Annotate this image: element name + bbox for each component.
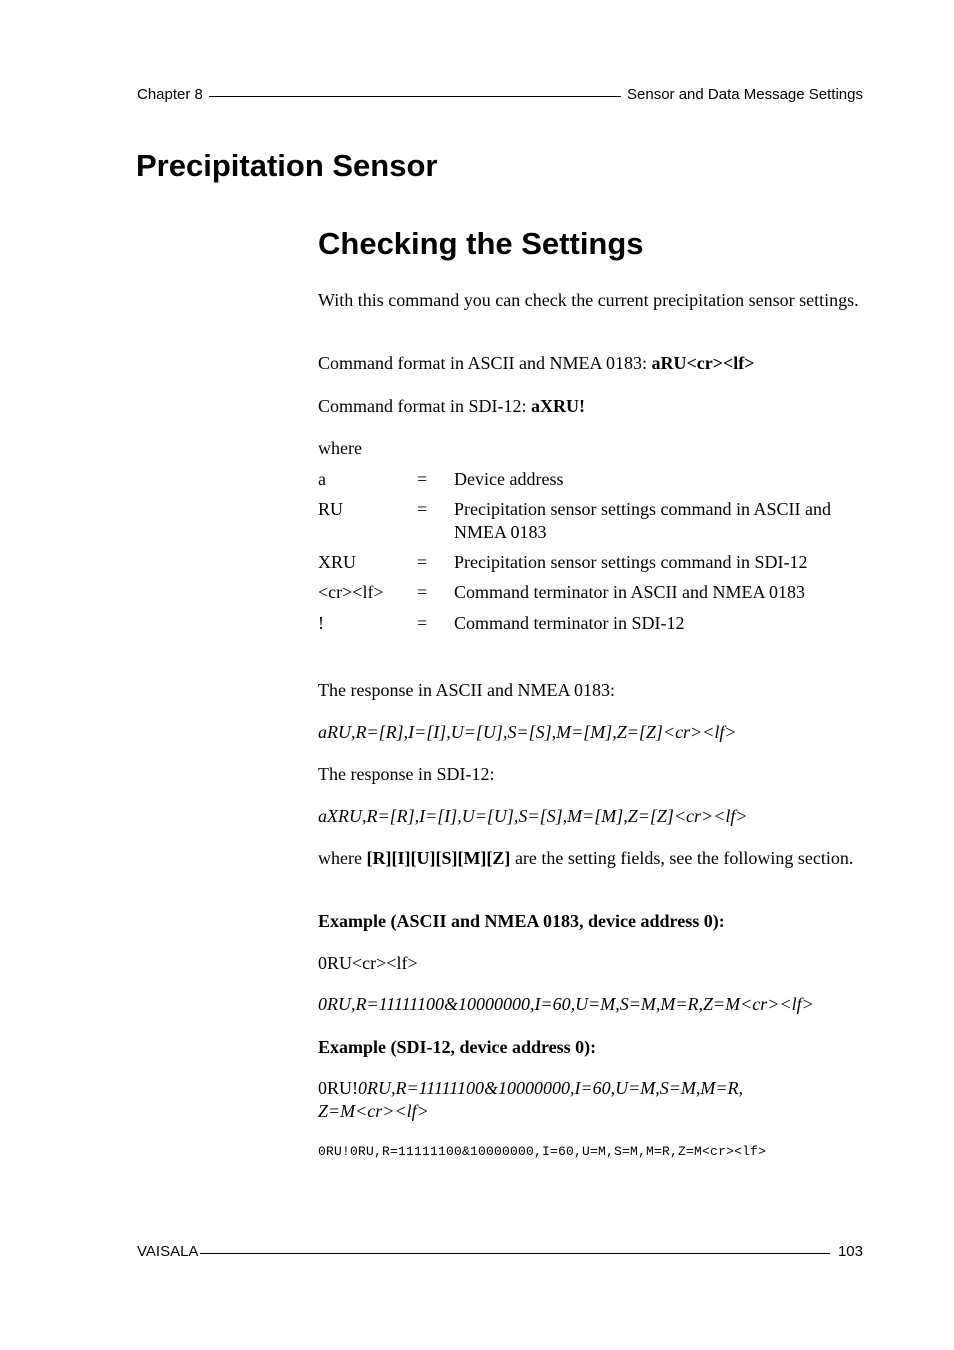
example-code-line: 0RU!0RU,R=11111100&10000000,I=60,U=M,S=M,M=R,Z=M<cr><lf> (318, 1144, 767, 1159)
definition-equals: = (417, 499, 428, 519)
setting-fields-note-post: are the setting fields, see the following section. (510, 848, 854, 868)
definition-description: Device address (454, 469, 564, 489)
definition-description: Precipitation sensor settings command in ASCII and NMEA 0183 (454, 499, 831, 542)
command-format-ascii-label: Command format in ASCII and NMEA 0183: (318, 353, 652, 373)
example-sdi-response: 0RU,R=11111100&10000000,I=60,U=M,S=M,M=R, Z=M<cr><lf> (318, 1078, 744, 1121)
definition-equals: = (417, 613, 428, 633)
command-format-ascii-value: aRU<cr><lf> (651, 353, 755, 373)
footer-brand: VAISALA (137, 1243, 199, 1260)
footer-rule (200, 1253, 830, 1254)
example-sdi-command: 0RU! (318, 1078, 358, 1098)
section-label: Sensor and Data Message Settings (627, 86, 863, 103)
example-ascii-response: 0RU,R=11111100&10000000,I=60,U=M,S=M,M=R,Z=M<cr><lf> (318, 994, 814, 1014)
definition-term: RU (318, 499, 344, 519)
response-ascii-format: aRU,R=[R],I=[I],U=[U],S=[S],M=[M],Z=[Z]<cr><lf> (318, 722, 737, 742)
where-label: where (318, 438, 362, 458)
command-format-sdi-value: aXRU! (530, 396, 585, 416)
section-heading: Precipitation Sensor (136, 148, 438, 183)
definition-term: XRU (318, 552, 357, 572)
header-rule (209, 96, 621, 97)
definition-equals: = (417, 552, 428, 572)
command-format-ascii (318, 352, 863, 375)
example-ascii-title: Example (ASCII and NMEA 0183, device address 0): (318, 911, 725, 931)
definition-term: ! (318, 613, 324, 633)
definition-equals: = (417, 469, 428, 489)
definition-description: Command terminator in ASCII and NMEA 0183 (454, 582, 805, 602)
setting-fields: [R][I][U][S][M][Z] (366, 848, 511, 868)
page-number: 103 (837, 1243, 863, 1260)
definition-description: Command terminator in SDI-12 (454, 613, 685, 633)
definition-equals: = (417, 582, 428, 602)
definition-row (318, 551, 863, 574)
definition-description: Precipitation sensor settings command in SDI-12 (454, 552, 808, 572)
response-ascii-label: The response in ASCII and NMEA 0183: (318, 680, 615, 700)
command-format-sdi-label: Command format in SDI-12: (318, 396, 531, 416)
definition-term: a (318, 469, 326, 489)
chapter-label: Chapter 8 (137, 86, 203, 103)
example-sdi-title: Example (SDI-12, device address 0): (318, 1037, 597, 1057)
definition-row (318, 581, 863, 604)
definition-row (318, 498, 863, 544)
setting-fields-note (318, 847, 863, 870)
command-format-sdi (318, 395, 863, 418)
page-footer (137, 1243, 863, 1263)
intro-paragraph: With this command you can check the current precipitation sensor settings. (318, 290, 859, 310)
response-sdi-format: aXRU,R=[R],I=[I],U=[U],S=[S],M=[M],Z=[Z]<cr><lf> (318, 806, 748, 826)
example-ascii-command: 0RU<cr><lf> (318, 953, 418, 973)
example-sdi (318, 1077, 788, 1123)
setting-fields-note-pre: where (318, 848, 367, 868)
page-header (137, 86, 863, 106)
definition-row (318, 612, 863, 635)
definition-row (318, 468, 863, 491)
subsection-heading: Checking the Settings (318, 226, 644, 261)
definition-term: <cr><lf> (318, 582, 384, 602)
response-sdi-label: The response in SDI-12: (318, 764, 495, 784)
